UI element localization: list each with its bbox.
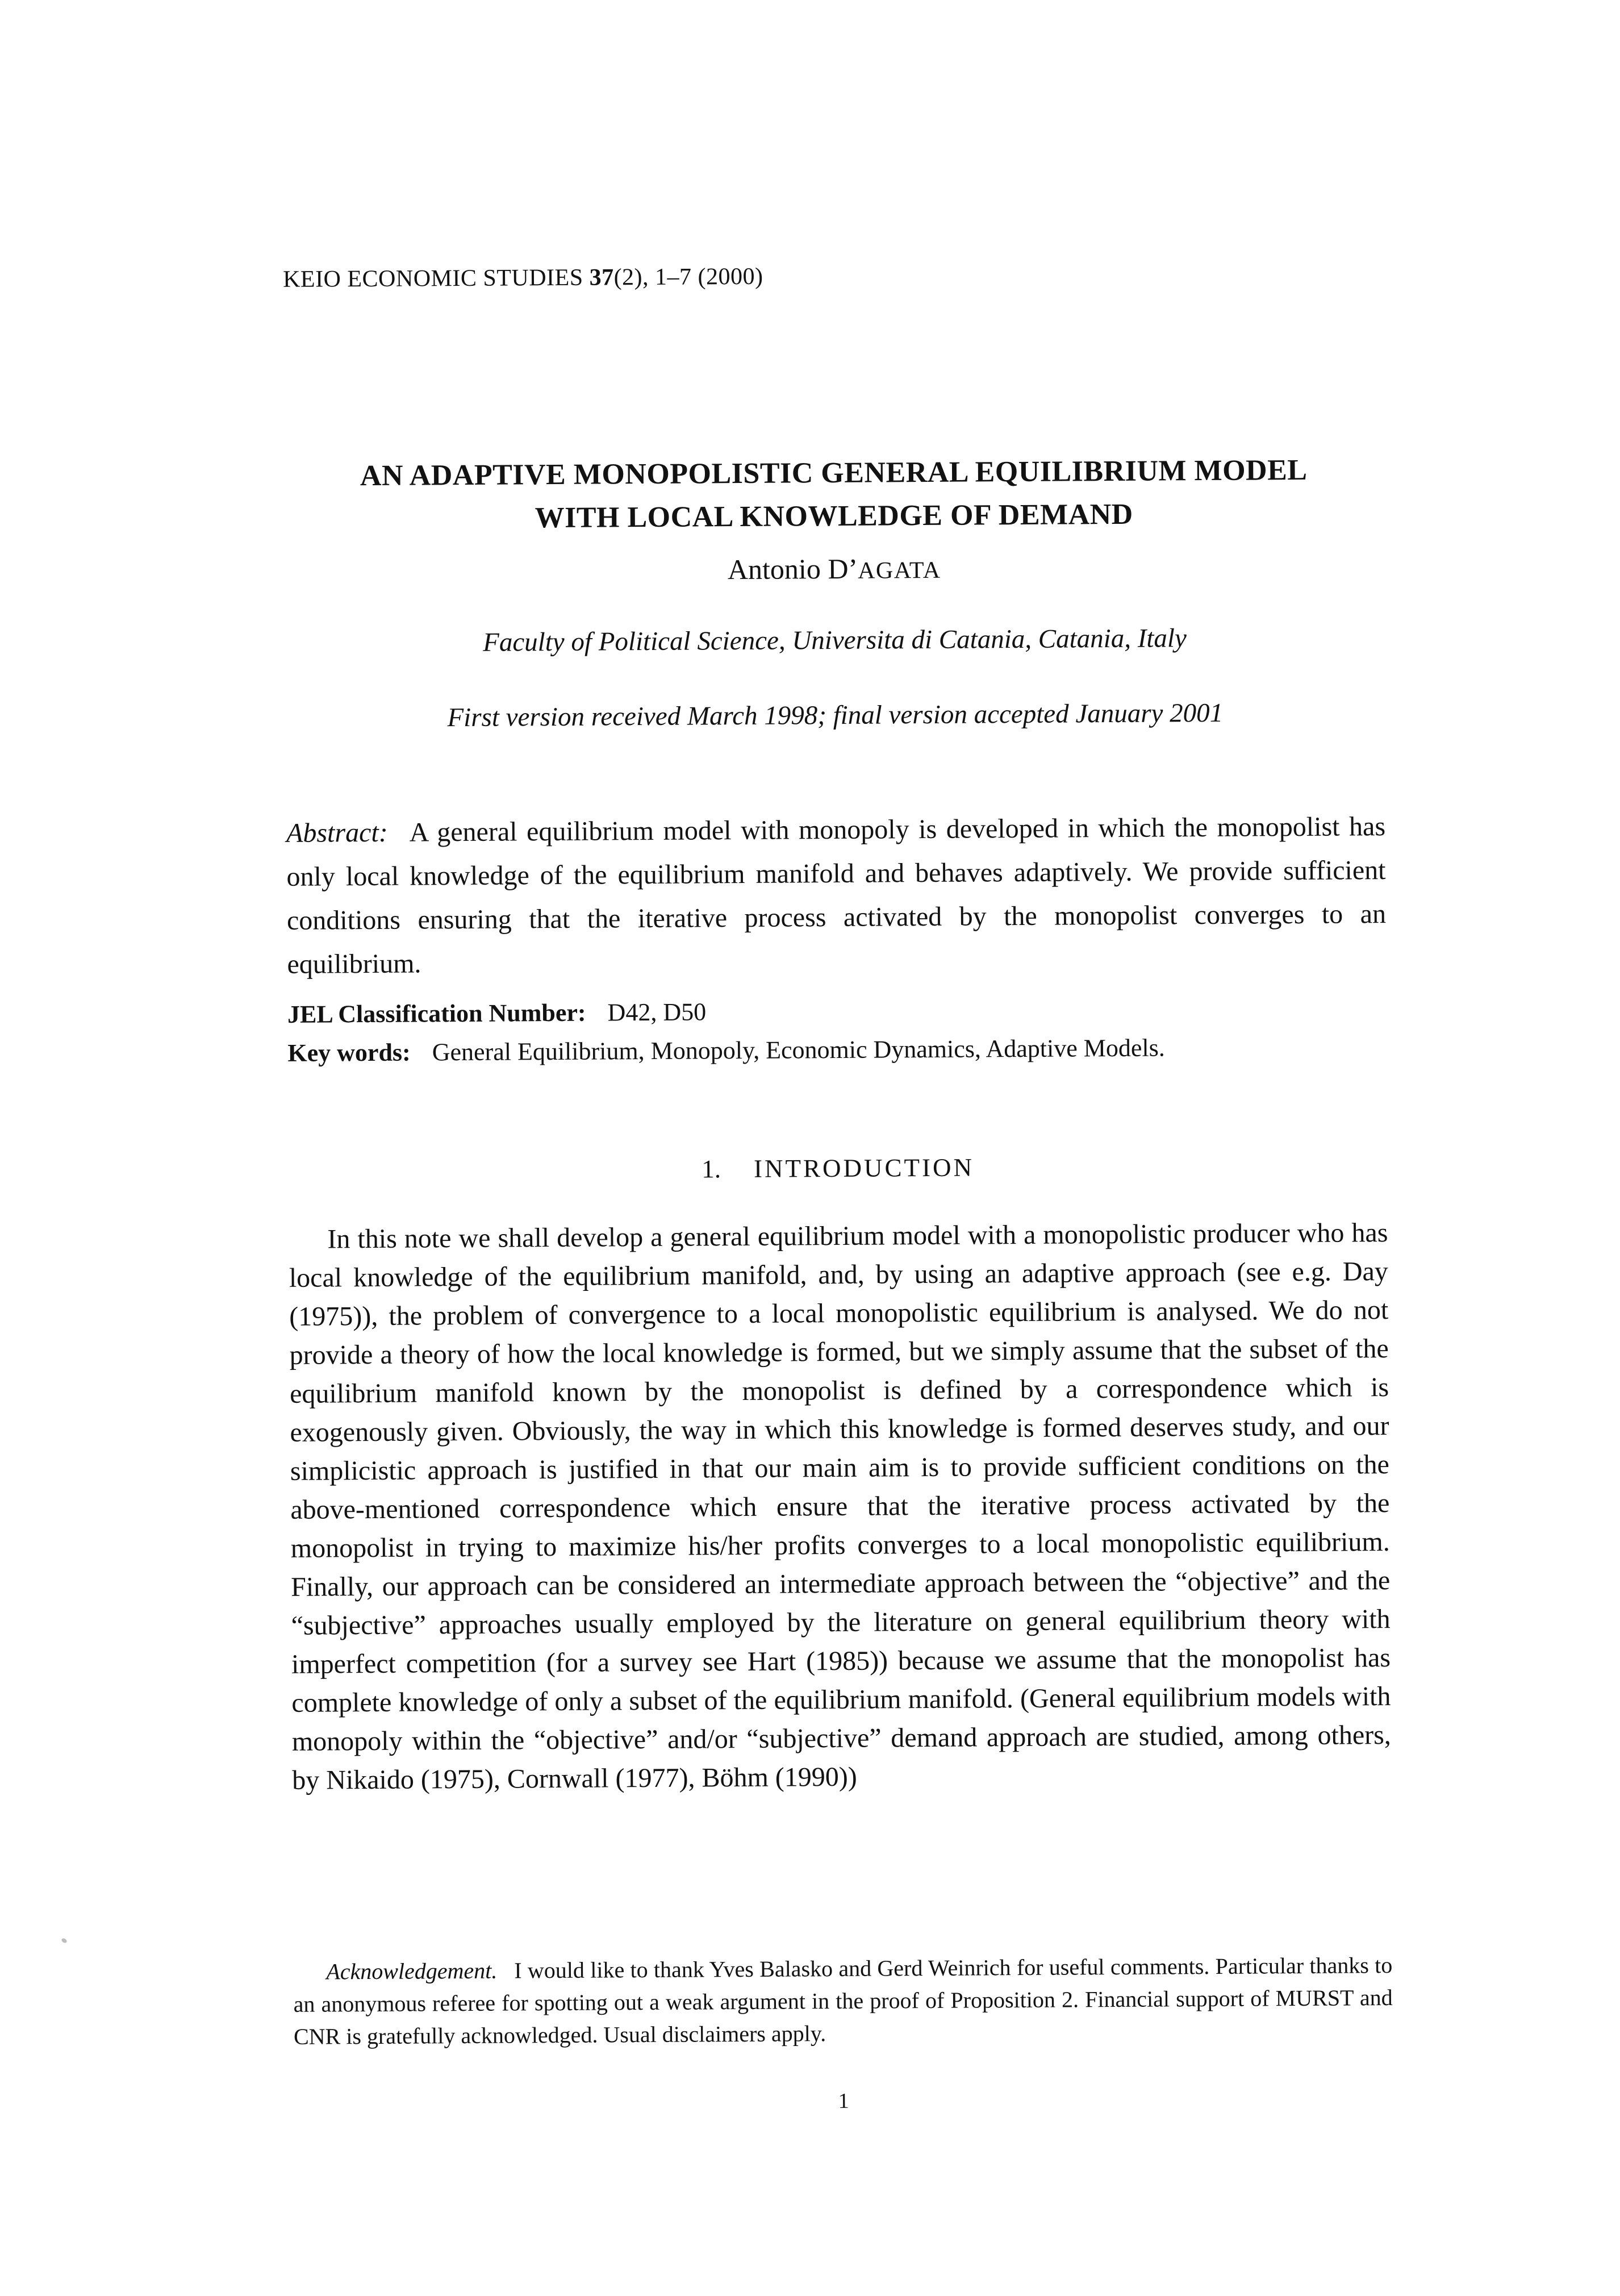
keywords-label: Key words: — [287, 1038, 411, 1067]
paper-title-line1: AN ADAPTIVE MONOPOLISTIC GENERAL EQUILIBRIUM MODEL — [360, 453, 1308, 493]
author-given: Antonio D’ — [727, 552, 858, 586]
introduction-paragraph: In this note we shall develop a general equilibrium model with a monopolistic producer who has local knowledge of the equilibrium manifold, and, by using an adaptive approach (see e.g. Day (1975)), the problem of convergence to a local monopolistic equilibrium is analysed. We do not provide a theory of how the local knowledge is formed, but we simply assume that the subset of the equilibrium manifold known by the monopolist is defined by a correspondence which is exogenously given. Obviously, the way in which this knowledge is formed deserves study, and our simplicistic approach is justified in that our main aim is to provide sufficient conditions on the above-mentioned correspondence which ensure that the iterative process activated by the monopolist in trying to maximize his/her profits converges to a local monopolistic equilibrium. Finally, our approach can be considered an intermediate approach between the “objective” and the “subjective” approaches usually employed by the literature on general equilibrium theory with imperfect competition (for a survey see Hart (1985)) because we assume that the monopolist has complete knowledge of only a subset of the equilibrium manifold. (General equilibrium models with monopoly within the “objective” and/or “subjective” demand approach are studied, among others, by Nikaido (1975), Cornwall (1977), Böhm (1990)) — [289, 1218, 1391, 1795]
paper-content — [281, 0, 1394, 2296]
section-number: 1. — [702, 1155, 721, 1184]
author-surname: AGATA — [857, 557, 941, 584]
paper-title-line2: WITH LOCAL KNOWLEDGE OF DEMAND — [535, 498, 1133, 535]
jel-classification — [287, 993, 1387, 1029]
acknowledgement-text: I would like to thank Yves Balasko and Gerd Weinrich for useful comments. Particular thanks to an anonymous referee for spotting out a weak argument in the proof of Proposition 2. Financial support of MURST and CNR is gratefully acknowledged. Usual disclaimers apply. — [293, 1952, 1393, 2049]
journal-name: KEIO ECONOMIC STUDIES — [282, 264, 590, 293]
journal-issue-pages: (2), 1–7 (2000) — [613, 263, 763, 291]
keywords-value: General Equilibrium, Monopoly, Economic Dynamics, Adaptive Models. — [432, 1034, 1165, 1066]
abstract-label: Abstract: — [286, 817, 388, 848]
section-title: INTRODUCTION — [753, 1153, 975, 1183]
affiliation: Faculty of Political Science, Universita di Catania, Catania, Italy — [482, 623, 1187, 657]
jel-value: D42, D50 — [607, 998, 707, 1027]
journal-header — [283, 259, 1382, 293]
paper-title — [284, 448, 1384, 541]
acknowledgement-footnote — [293, 1949, 1393, 2053]
scan-artifact — [61, 1937, 68, 1944]
version-history: First version received March 1998; final version accepted January 2001 — [447, 698, 1224, 733]
keywords — [287, 1032, 1387, 1068]
author-name — [285, 549, 1384, 589]
abstract — [286, 805, 1387, 986]
jel-label: JEL Classification Number: — [287, 998, 586, 1028]
abstract-text: A general equilibrium model with monopoly is developed in which the monopolist has only local knowledge of the equilibrium manifold and behaves adaptively. We provide sufficient conditions ensuring that the iterative process activated by the monopolist converges to an equilibrium. — [286, 811, 1387, 980]
section-heading — [289, 1150, 1388, 1186]
journal-volume: 37 — [589, 264, 614, 291]
acknowledgement-label: Acknowledgement. — [326, 1957, 498, 1985]
page-number: 1 — [838, 2089, 849, 2114]
